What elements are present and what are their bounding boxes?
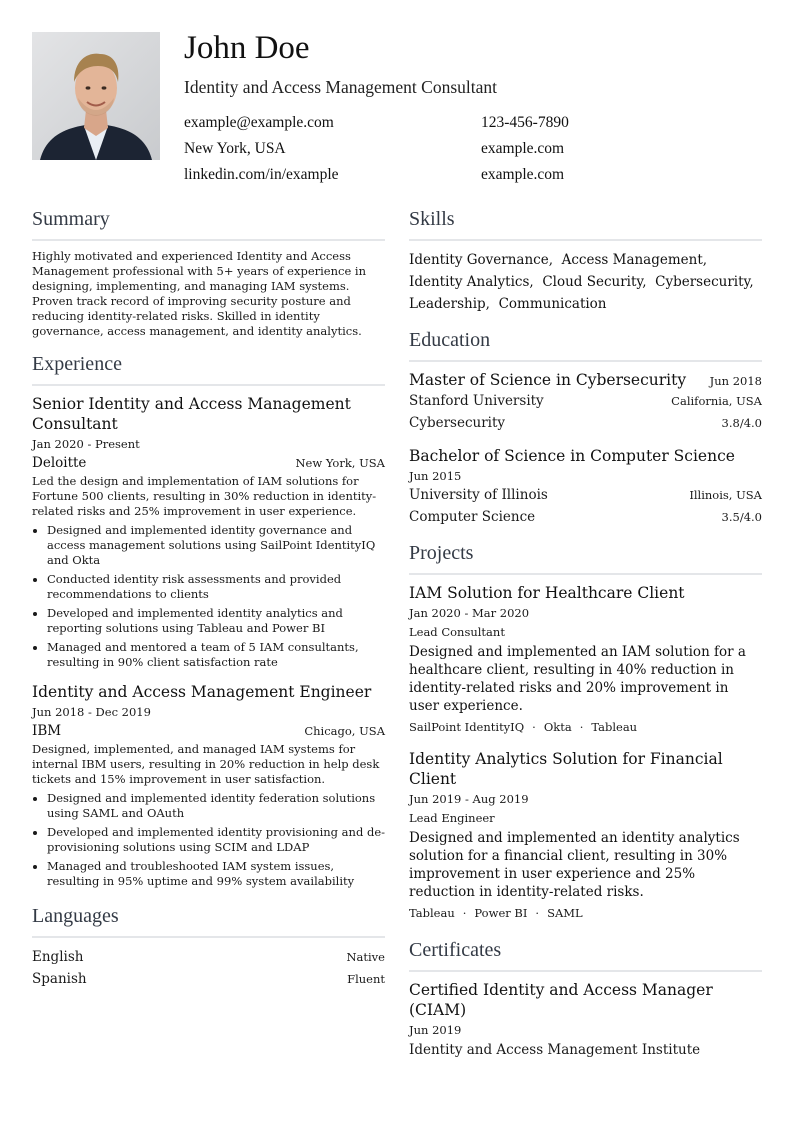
project-tags: SailPoint IdentityIQ · Okta · Tableau — [409, 720, 638, 734]
tag: SAML — [547, 906, 583, 920]
language-level: Native — [346, 950, 385, 964]
job-entry — [32, 394, 385, 670]
degree-date: Jun 2015 — [409, 469, 462, 483]
job-company: IBM — [32, 723, 62, 739]
list-item: • Conducted identity risk assessments and provided recommendations to clients — [47, 572, 385, 602]
tag: Tableau — [591, 720, 638, 734]
skill-item: Identity Analytics, — [409, 274, 534, 290]
school-name: Stanford University — [409, 393, 544, 409]
certificate-title: Certified Identity and Access Manager (CIAM) — [409, 981, 713, 1019]
list-item: • Managed and mentored a team of 5 IAM consultants, resulting in 90% client satisfaction rate — [47, 640, 385, 670]
skill-item: Leadership, — [409, 296, 490, 312]
degree-title: Master of Science in Cybersecurity — [409, 371, 687, 389]
project-entry — [409, 749, 762, 921]
project-role: Lead Engineer — [409, 811, 495, 825]
education-section — [409, 329, 762, 526]
project-tags: Tableau · Power BI · SAML — [409, 906, 583, 920]
job-dates: Jun 2018 - Dec 2019 — [32, 705, 151, 719]
gpa-value: 3.8/4.0 — [721, 416, 762, 430]
education-entry — [409, 370, 762, 432]
phone-link[interactable]: 123-456-7890 — [481, 114, 569, 131]
skills-section — [409, 208, 762, 315]
degree-date: Jun 2018 — [709, 374, 762, 388]
language-level: Fluent — [347, 972, 385, 986]
job-title: Identity and Access Management Engineer — [32, 683, 372, 701]
website-link[interactable]: example.com — [481, 140, 565, 157]
location-text: New York, USA — [184, 140, 286, 157]
skill-item: Cloud Security, — [542, 274, 647, 290]
school-name: University of Illinois — [409, 487, 548, 503]
job-title: Senior Identity and Access Management Consultant — [32, 395, 351, 433]
tag: Tableau — [409, 906, 455, 920]
certificate-issuer: Identity and Access Management Institute — [409, 1042, 701, 1058]
project-description: Designed and implemented an identity analytics solution for a financial client, resulting in 30% improvement in user experience and 25% reduction in identity-related risks. — [409, 830, 740, 900]
skill-item: Cybersecurity, — [655, 274, 754, 290]
list-item: • Developed and implemented identity analytics and reporting solutions using Tableau and Power BI — [47, 606, 385, 636]
tag: Power BI — [474, 906, 528, 920]
job-entry — [32, 682, 385, 889]
job-bullets — [32, 523, 385, 670]
list-item: • Developed and implemented identity provisioning and de-provisioning solutions using SCIM and LDAP — [47, 825, 385, 855]
left-column — [32, 208, 385, 990]
field-of-study: Cybersecurity — [409, 415, 506, 431]
list-item: • Designed and implemented identity federation solutions using SAML and OAuth — [47, 791, 385, 821]
projects-section — [409, 542, 762, 921]
website-link-secondary[interactable]: example.com — [481, 166, 565, 183]
education-entry — [409, 446, 762, 526]
job-description: Designed, implemented, and managed IAM systems for internal IBM users, resulting in 20% reduction in help desk tickets and 15% improvement in user satisfaction. — [32, 742, 380, 786]
project-title: Identity Analytics Solution for Financial Client — [409, 750, 723, 788]
skill-item: Access Management, — [561, 252, 708, 268]
certificate-entry — [409, 980, 762, 1059]
language-row — [32, 946, 385, 968]
section-heading: Certificates — [409, 939, 762, 972]
skills-list — [409, 249, 762, 315]
project-dates: Jan 2020 - Mar 2020 — [409, 606, 530, 620]
job-location: Chicago, USA — [304, 724, 385, 738]
tag: SailPoint IdentityIQ — [409, 720, 525, 734]
experience-section — [32, 353, 385, 889]
list-item: • Managed and troubleshooted IAM system issues, resulting in 95% uptime and 99% system availability — [47, 859, 385, 889]
project-dates: Jun 2019 - Aug 2019 — [409, 792, 529, 806]
section-heading: Education — [409, 329, 762, 362]
candidate-name: John Doe — [184, 30, 310, 66]
profile-photo — [32, 32, 160, 160]
language-name: English — [32, 949, 84, 965]
school-location: California, USA — [671, 394, 762, 408]
languages-section — [32, 905, 385, 990]
degree-title: Bachelor of Science in Computer Science — [409, 447, 735, 465]
field-of-study: Computer Science — [409, 509, 536, 525]
school-location: Illinois, USA — [689, 488, 762, 502]
right-column — [409, 208, 762, 1059]
project-description: Designed and implemented an IAM solution for a healthcare client, resulting in 40% reduction in identity-related risks and 20% improvement in user experience. — [409, 644, 746, 714]
summary-text: Highly motivated and experienced Identity and Access Management professional with 5+ years of experience in designing, implementing, and managing IAM systems. Proven track record of improving security posture and reducing identity-related risks. Skilled in identity governance, access management, and identity analytics. — [32, 249, 366, 338]
portrait-image — [32, 32, 160, 160]
candidate-title: Identity and Access Management Consultant — [184, 77, 497, 97]
job-description: Led the design and implementation of IAM solutions for Fortune 500 clients, resulting in 30% reduction in identity-related risks and 25% improvement in user experience. — [32, 474, 377, 518]
tag: Okta — [543, 720, 572, 734]
job-dates: Jan 2020 - Present — [32, 437, 140, 451]
linkedin-link[interactable]: linkedin.com/in/example — [184, 166, 339, 183]
gpa-value: 3.5/4.0 — [721, 510, 762, 524]
language-name: Spanish — [32, 971, 87, 987]
project-role: Lead Consultant — [409, 625, 505, 639]
job-location: New York, USA — [295, 456, 385, 470]
section-heading: Languages — [32, 905, 385, 938]
summary-section — [32, 208, 385, 339]
certificate-date: Jun 2019 — [409, 1023, 462, 1037]
project-title: IAM Solution for Healthcare Client — [409, 584, 685, 602]
job-company: Deloitte — [32, 455, 87, 471]
section-heading: Summary — [32, 208, 385, 241]
section-heading: Projects — [409, 542, 762, 575]
section-heading: Skills — [409, 208, 762, 241]
job-bullets — [32, 791, 385, 889]
certificates-section — [409, 939, 762, 1059]
language-row — [32, 968, 385, 990]
list-item: • Designed and implemented identity governance and access management solutions using SailPoint IdentityIQ and Okta — [47, 523, 385, 568]
project-entry — [409, 583, 762, 735]
section-heading: Experience — [32, 353, 385, 386]
skill-item: Identity Governance, — [409, 252, 554, 268]
email-link[interactable]: example@example.com — [184, 114, 334, 131]
skill-item: Communication — [498, 296, 607, 312]
